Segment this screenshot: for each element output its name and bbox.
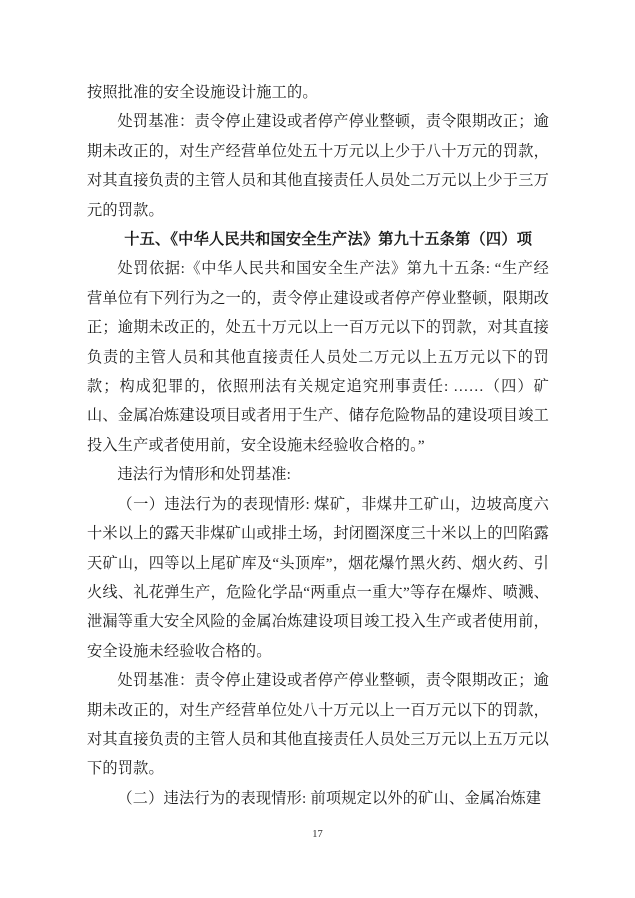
section-heading: 十五、《中华人民共和国安全生产法》第九十五条第（四）项 (124, 231, 533, 249)
paragraph-penalty-standard-1: 处罚基准：责令停止建设或者停产停业整顿，责令限期改正；逾期未改正的，对生产经营单位处八十万元以上一百万元以下的罚款，对其直接负责的主管人员和其他直接责任人员处三万元以上五万元以下的罚款。 (87, 672, 549, 778)
page-number: 17 (312, 829, 323, 840)
paragraph-violation-item-1: （一）违法行为的表现情形: 煤矿，非煤井工矿山，边坡高度六十米以上的露天非煤矿山或排土场，封闭圈深度三十米以上的凹陷露天矿山，四等以上尾矿库及“头顶库”，烟花爆竹黑火药、烟火药、引火线、礼花弹生产，危险化学品“两重点一重大”等存在爆炸、喷溅、泄漏等重大安全风险的金属冶炼建设项目竣工投入生产或者使用前，安全设施未经验收合格的。 (87, 495, 549, 660)
paragraph-continuation: 按照批准的安全设施设计施工的。 (87, 84, 318, 101)
paragraph-penalty-basis: 处罚依据:《中华人民共和国安全生产法》第九十五条: “生产经营单位有下列行为之一的，责令停止建设或者停产停业整顿，限期改正；逾期未改正的，处五十万元以上一百万元以下的罚款，对其直接负责的主管人员和其他直接责任人员处二万元以上五万元以下的罚款；构成犯罪的，依照刑法有关规定追究刑事责任: ……（四）矿山、金属冶炼建设项目或者用于生产、储存危险物品的建设项目竣工投入生产或者使用前，安全设施未经验收合格的。” (87, 260, 549, 454)
paragraph-subsection-intro: 违法行为情形和处罚基准: (117, 466, 292, 484)
paragraph-violation-item-2: （二）违法行为的表现情形: 前项规定以外的矿山、金属冶炼建 (117, 789, 542, 807)
paragraph-penalty-standard: 处罚基准：责令停止建设或者停产停业整顿，责令限期改正；逾期未改正的，对生产经营单位处五十万元以上少于八十万元的罚款，对其直接负责的主管人员和其他直接责任人员处二万元以上少于三万元的罚款。 (87, 113, 549, 219)
document-body (87, 78, 549, 813)
